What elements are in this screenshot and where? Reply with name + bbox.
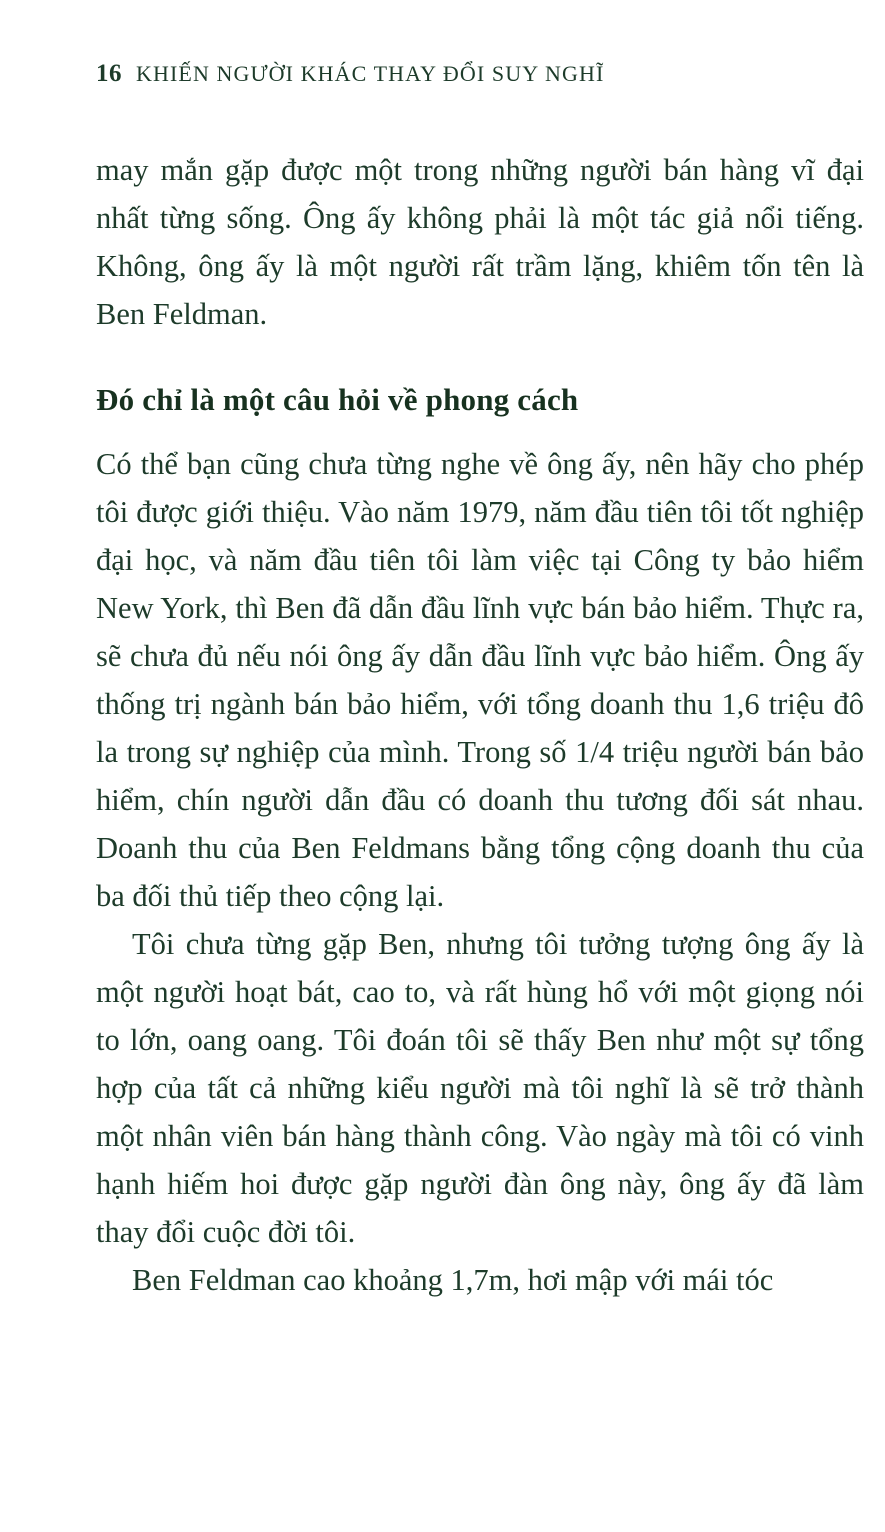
page-number: 16 xyxy=(96,60,122,87)
body-paragraph-2: Có thể bạn cũng chưa từng nghe về ông ấy, nên hãy cho phép tôi được giới thiệu. Vào năm 1979, năm đầu tiên tôi tốt nghiệp đại học, và năm đầu tiên tôi làm việc tại Công ty bảo hiểm New York, thì Ben đã dẫn đầu lĩnh vực bán bảo hiểm. Thực ra, sẽ chưa đủ nếu nói ông ấy dẫn đầu lĩnh vực bảo hiểm. Ông ấy thống trị ngành bán bảo hiểm, với tổng doanh thu 1,6 triệu đô la trong sự nghiệp của mình. Trong số 1/4 triệu người bán bảo hiểm, chín người dẫn đầu có doanh thu tương đối sát nhau. Doanh thu của Ben Feldmans bằng tổng cộng doanh thu của ba đối thủ tiếp theo cộng lại. xyxy=(96,447,864,913)
body-paragraph-4: Ben Feldman cao khoảng 1,7m, hơi mập với mái tóc xyxy=(132,1263,774,1297)
section-heading: Đó chỉ là một câu hỏi về phong cách xyxy=(96,382,579,417)
page-body xyxy=(96,146,864,1304)
page-header xyxy=(96,60,789,88)
running-title: KHIẾN NGƯỜI KHÁC THAY ĐỔI SUY NGHĨ xyxy=(136,61,605,86)
body-paragraph-3: Tôi chưa từng gặp Ben, nhưng tôi tưởng tượng ông ấy là một người hoạt bát, cao to, và rất hùng hổ với một giọng nói to lớn, oang oang. Tôi đoán tôi sẽ thấy Ben như một sự tổng hợp của tất cả những kiểu người mà tôi nghĩ là sẽ trở thành một nhân viên bán hàng thành công. Vào ngày mà tôi có vinh hạnh hiếm hoi được gặp người đàn ông này, ông ấy đã làm thay đổi cuộc đời tôi. xyxy=(96,927,864,1249)
body-paragraph-1: may mắn gặp được một trong những người bán hàng vĩ đại nhất từng sống. Ông ấy không phải là một tác giả nổi tiếng. Không, ông ấy là một người rất trầm lặng, khiêm tốn tên là Ben Feldman. xyxy=(96,153,864,331)
